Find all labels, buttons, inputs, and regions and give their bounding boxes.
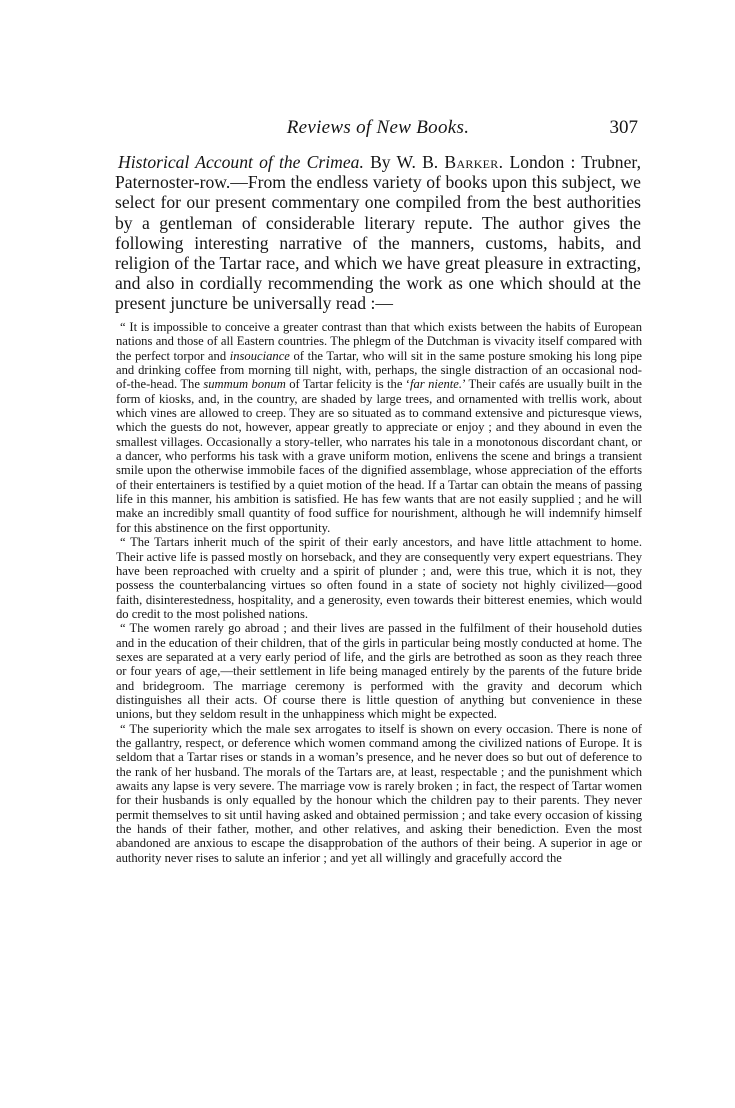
review-paragraph: [115, 152, 641, 314]
italic-term: insouciance: [229, 348, 290, 363]
author-prefix: By W. B.: [370, 152, 439, 172]
author-surname: Barker.: [444, 152, 504, 172]
extract-paragraph: “ The Tartars inherit much of the spirit of their early ancestors, and have little attachment to home. Their active life is passed mostly on horseback, and they are consequently very expert equestrians. They have been reproached with cruelty and a spirit of plunder ; and, were this true, which it is not, they possess the counterbalancing virtues so often found in a state of society not highly civilized—good faith, disinterestedness, hospitality, and a generosity, even towards their bitterest enemies, which would do credit to the most polished nations.: [116, 535, 642, 621]
italic-term: summum bonum: [203, 377, 286, 392]
italic-term: far niente.: [410, 377, 463, 392]
extract-text: ’ Their cafés are usually built in the form of kiosks, and, in the country, are shaded by large trees, and ornamented with trellis work, about which vines are allowed to creep. They are so situated as to command extensive and picturesque views, which the guests do not, however, appear greatly to appreciate or enjoy ; and they abound in even the smallest villages. Occasionally a story-teller, who narrates his tale in a monotonous discordant chant, or a dancer, who performs his task with a grave uniform motion, enlivens the scene and brings a transient smile upon the otherwise immobile faces of the dignified assemblage, whose appreciation of the efforts of their entertainers is testified by a quiet motion of the head. If a Tartar can obtain the means of passing life in this manner, his ambition is satisfied. He has few wants that are not easily supplied ; and he will make an incredibly small quantity of food suffice for nourishment, although he will indemnify himself for this abstinence on the first opportunity.: [116, 377, 642, 535]
extract-paragraph: “ The women rarely go abroad ; and their lives are passed in the fulfilment of their household duties and in the education of their children, that of the girls in particular being mostly conducted at home. The sexes are separated at a very early period of life, and the girls are betrothed as soon as they reach three or four years of age,—their settlement in life being managed entirely by the parents of the future bride and bridegroom. The marriage ceremony is performed with the gravity and decorum which distinguishes all their acts. Of course there is little question of anything but convenience in these unions, but they seldom result in the unhappiness which might be expected.: [116, 621, 642, 722]
extract-text: “ It is impossible to conceive a greater contrast than that which exists between the habits of European nations and those of all Eastern countries. The phlegm of the Dutchman is vivacity itself compared with the perfect torpor and: [116, 320, 642, 363]
review-body: London : Trubner, Paternoster-row.—From the endless variety of books upon this subject, we select for our present commentary one compiled from the best authorities by a gentleman of considerable literary repute. The author gives the following interesting narrative of the manners, customs, habits, and religion of the Tartar race, and which we have great pleasure in extracting, and also in cordially recommending the work as one which should at the present juncture be universally read :—: [115, 152, 641, 314]
extract-text: of the Tartar, who will sit in the same posture smoking his long pipe and drinking coffee from morning till night, with, perhaps, the single distraction of an occasional nod-of-the-head. The: [116, 348, 642, 392]
book-title: Historical Account of the Crimea.: [118, 152, 364, 172]
running-head: [116, 117, 640, 141]
extract-text: of Tartar felicity is the ‘: [289, 377, 410, 392]
running-title: Reviews of New Books.: [286, 117, 470, 138]
extract-quotation: [116, 320, 642, 865]
extract-paragraph: [116, 320, 642, 535]
page-number: 307: [609, 117, 638, 138]
extract-paragraph: “ The superiority which the male sex arrogates to itself is shown on every occasion. There is none of the gallantry, respect, or deference which women command among the civilized nations of Europe. It is seldom that a Tartar rises or stands in a woman’s presence, and he never does so but out of deference to the rank of her husband. The morals of the Tartars are, at least, respectable ; and the punishment which awaits any lapse is very severe. The marriage vow is rarely broken ; in fact, the respect of Tartar women for their husbands is only equalled by the honour which the children pay to their parents. They never permit themselves to sit until having asked and obtained permission ; and take every occasion of kissing the hands of their father, mother, and other relatives, and asking their benediction. Even the most abandoned are anxious to escape the disapprobation of the authors of their being. A superior in age or authority never rises to salute an inferior ; and yet all willingly and gracefully accord the: [116, 721, 642, 865]
